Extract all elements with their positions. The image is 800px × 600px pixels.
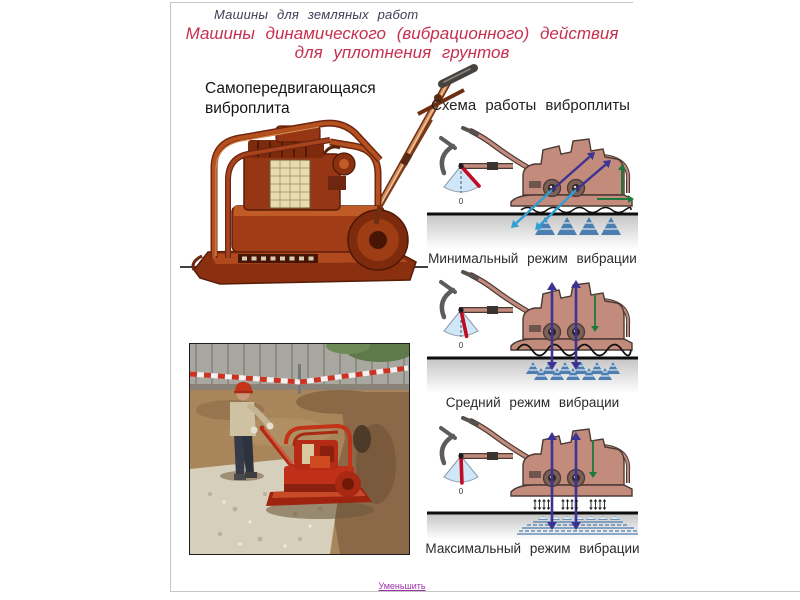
schema-header: Схема работы виброплиты (431, 97, 630, 114)
diagram-min-caption: Минимальный режим вибрации (428, 251, 637, 266)
diagram-mid-caption: Средний режим вибрации (445, 395, 620, 410)
page-title-line2: для уплотнения грунтов (294, 43, 510, 62)
diagram-max-caption: Максимальный режим вибрации (425, 541, 640, 556)
diagram-mid-figure (425, 270, 640, 394)
frame-top-line (170, 2, 633, 3)
machine-label-line1: Самопередвигающаяся (205, 80, 376, 97)
machine-photo (189, 343, 410, 555)
svg-text:0: 0 (458, 341, 464, 350)
section-eyebrow: Машины для земляных работ (214, 7, 419, 22)
footer (171, 576, 633, 594)
diagram-max-figure (425, 416, 640, 540)
shrink-link[interactable]: Уменьшить (378, 581, 426, 591)
svg-text:0: 0 (458, 197, 464, 206)
photo-scene (190, 344, 409, 554)
diagram-min-vibration (425, 126, 642, 266)
page-title-line1: Машины динамического (вибрационного) действия (185, 24, 619, 43)
svg-text:0: 0 (458, 487, 464, 496)
diagram-min-figure (425, 126, 640, 250)
diagram-mid-vibration (425, 270, 642, 410)
frame-left-line (170, 2, 171, 592)
diagram-max-vibration (425, 416, 642, 556)
machine-label-line2: виброплита (205, 99, 290, 117)
